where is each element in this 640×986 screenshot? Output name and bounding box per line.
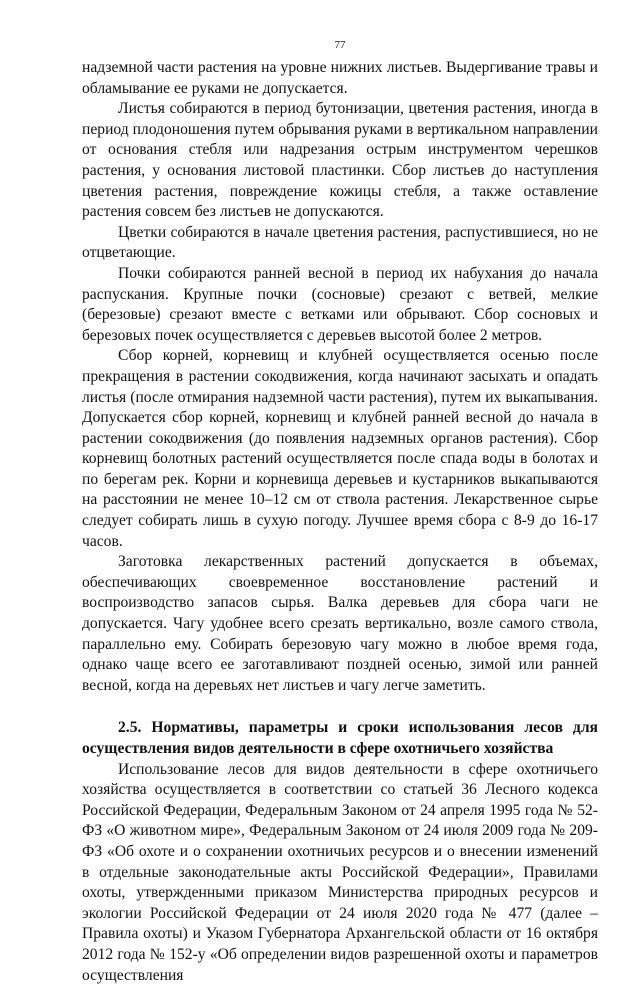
paragraph-hunting: Использование лесов для видов деятельности в сфере охотничьего хозяйства осуществляется в соответствии со статьей 36 Лесного кодекса Российской Федерации, Федеральным Законом от 24 апреля 1995 года № 52-ФЗ «О животном мире», Федеральным Законом от 24 июля 2009 года № 209-ФЗ «Об охоте и о сохранении охотничьих ресурсов и о внесении изменений в отдельные законодательные акты Российской Федерации», Правилами охоты, утвержденными приказом Министерства природных ресурсов и экологии Российской Федерации от 24 июля 2020 года № 477 (далее – Правила охоты) и Указом Губернатора Архангельской области от 16 октября 2012 года № 152-у «Об определении видов разрешенной охоты и параметров осуществления <box>82 760 598 984</box>
paragraph-buds: Почки собираются ранней весной в период их набухания до начала распускания. Крупные почки (сосновые) срезают с ветвей, мелкие (березовые) срезают вместе с ветками или обрывают. Сбор сосновых и березовых почек осуществляется с деревьев высотой более 2 метров. <box>82 264 598 344</box>
paragraph-leaves: Листья собираются в период бутонизации, цветения растения, иногда в период плодоношения путем обрывания руками в вертикальном направлении от основания стебля или надрезания острым инструментом черешков растения, у основания листовой пластинки. Сбор листьев до наступления цветения растения, повреждение кожицы стебля, а также оставление растения совсем без листьев не допускаются. <box>82 100 599 221</box>
paragraph-continuation: надземной части растения на уровне нижних листьев. Выдергивание травы и обламывание ее руками не допускается. <box>82 59 598 97</box>
page-number: 77 <box>334 39 346 51</box>
paragraph-flowers: Цветки собираются в начале цветения растения, распустившиеся, но не отцветающие. <box>82 223 598 262</box>
paragraph-roots: Сбор корней, корневищ и клубней осуществляется осенью после прекращения в растении сокодвижения, когда начинают засыхать и опадать листья (после отмирания надземной части растения), путем их выкапывания. Допускается сбор корней, корневищ и клубней ранней весной до начала в растении сокодвижения (до появления надземных органов растения). Сбор корневищ болотных растений осуществляется после спада воды в болотах и по берегам рек. Корни и корневища деревьев и кустарников выкапываются на расстоянии не менее 10–12 см от ствола растения. Лекарственное сырье следует собирать лишь в сухую погоду. Лучшее время сбора с 8-9 до 16-17 часов. <box>82 347 598 550</box>
paragraph-harvest: Заготовка лекарственных растений допускается в объемах, обеспечивающих своевременное восстановление растений и воспроизводство запасов сырья. Валка деревьев для сбора чаги не допускается. Чагу удобнее всего срезать вертикально, возле самого ствола, параллельно ему. Собирать березовую чагу можно в любое время года, однако чаще всего ее заготавливают поздней осенью, зимой или ранней весной, когда на деревьях нет листьев и чагу легче заметить. <box>82 553 598 694</box>
section-heading: 2.5. Нормативы, параметры и сроки использования лесов для осуществления видов деятельности в сфере охотничьего хозяйства <box>82 719 598 757</box>
